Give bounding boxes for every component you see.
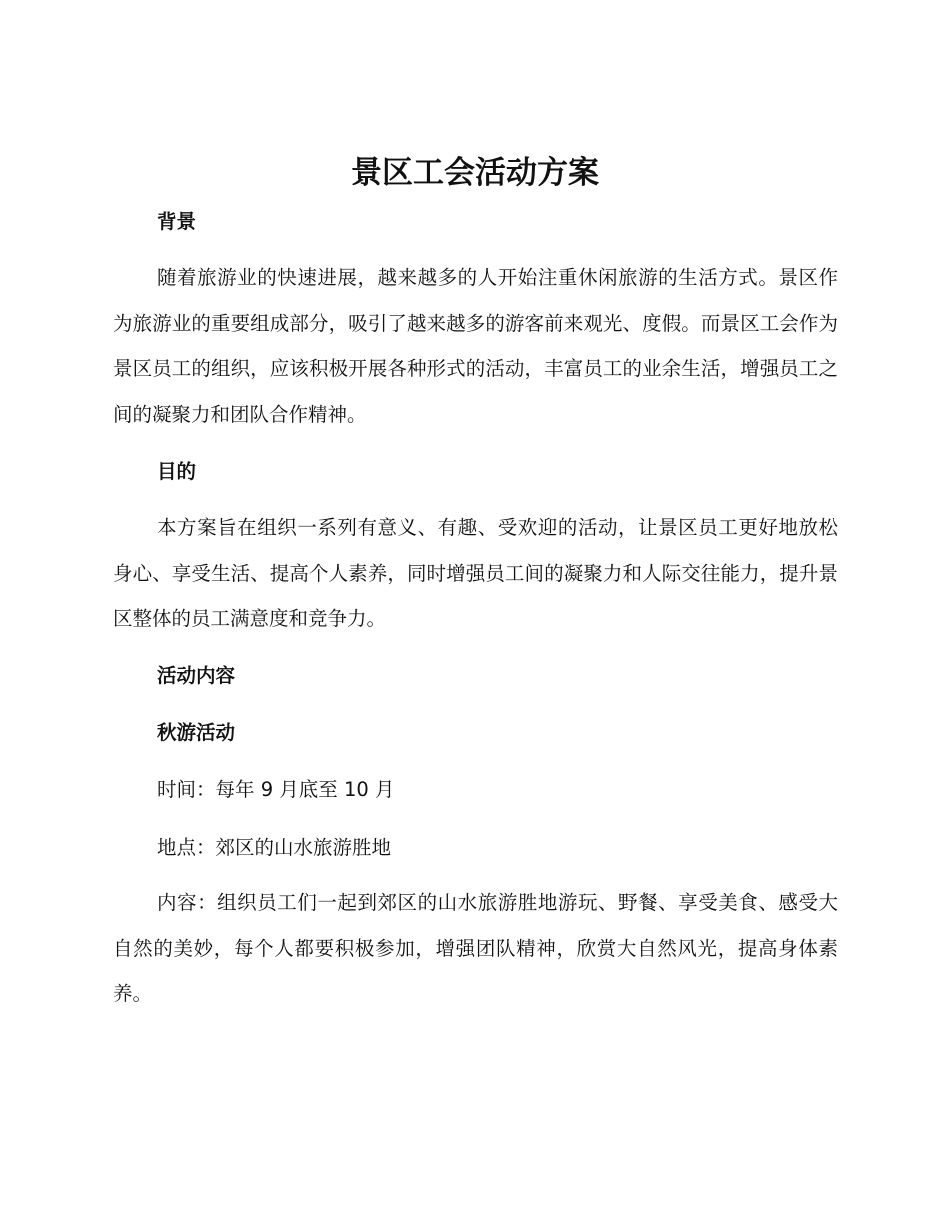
autumn-details-paragraph: 内容：组织员工们一起到郊区的山水旅游胜地游玩、野餐、享受美食、感受大自然的美妙，每个人都要积极参加，增强团队精神，欣赏大自然风光，提高身体素养。 [113,891,838,1005]
autumn-place-line: 地点：郊区的山水旅游胜地 [157,836,392,859]
purpose-paragraph: 本方案旨在组织一系列有意义、有趣、受欢迎的活动，让景区员工更好地放松身心、享受生活、提高个人素养，同时增强员工间的凝聚力和人际交往能力，提升景区整体的员工满意度和竞争力。 [113,516,838,630]
document-title: 景区工会活动方案 [351,155,599,191]
section-heading-content: 活动内容 [157,664,236,687]
autumn-time-line: 时间：每年 9 月底至 10 月 [157,778,395,801]
subheading-autumn-trip: 秋游活动 [157,721,236,744]
background-paragraph: 随着旅游业的快速进展，越来越多的人开始注重休闲旅游的生活方式。景区作为旅游业的重要组成部分，吸引了越来越多的游客前来观光、度假。而景区工会作为景区员工的组织，应该积极开展各种形式的活动，丰富员工的业余生活，增强员工之间的凝聚力和团队合作精神。 [113,266,838,426]
section-heading-purpose: 目的 [157,460,197,483]
section-heading-background: 背景 [157,210,197,233]
